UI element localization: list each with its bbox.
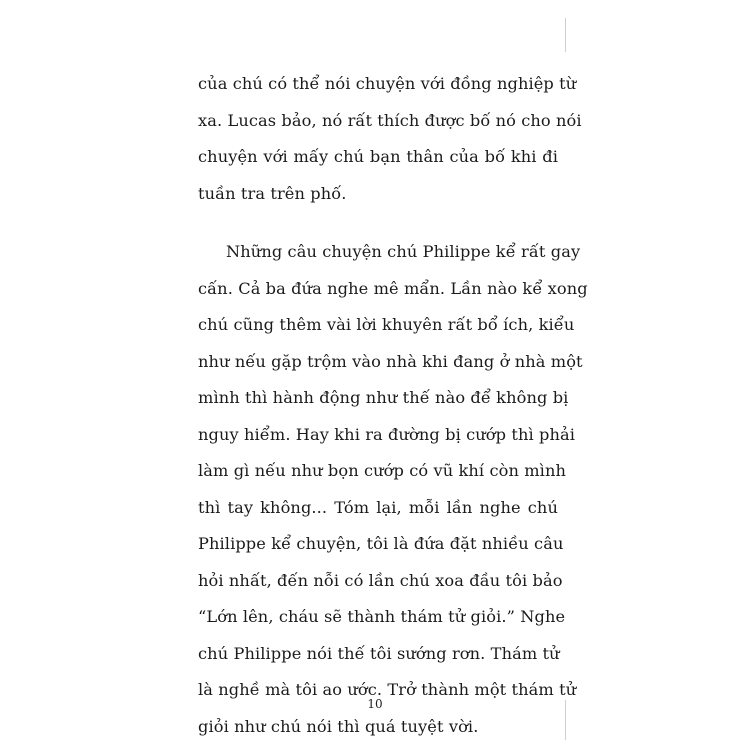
paragraph-2 xyxy=(198,234,588,745)
text-line: làm gì nếu như bọn cướp có vũ khí còn mình xyxy=(198,461,566,480)
page-edge-line-top xyxy=(565,18,566,52)
body-text xyxy=(198,66,588,745)
text-line: mình thì hành động như thế nào để không bị xyxy=(198,388,569,407)
paragraph-1 xyxy=(198,66,582,212)
page-number: 10 xyxy=(367,697,383,711)
text-line: tuần tra trên phố. xyxy=(198,183,347,203)
text-line: xa. Lucas bảo, nó rất thích được bố nó cho nói xyxy=(198,110,582,130)
text-line: là nghề mà tôi ao ước. Trở thành một thám tử xyxy=(198,680,577,699)
text-line: chú cũng thêm vài lời khuyên rất bổ ích, kiểu xyxy=(198,315,575,334)
paragraph-spacer xyxy=(198,212,558,234)
text-line: chú Philippe nói thế tôi sướng rơn. Thám tử xyxy=(198,643,560,663)
text-line: cấn. Cả ba đứa nghe mê mẩn. Lần nào kể xong xyxy=(198,278,588,298)
text-line: “Lớn lên, cháu sẽ thành thám tử giỏi.” Nghe xyxy=(198,607,566,626)
text-line: Philippe kể chuyện, tôi là đứa đặt nhiều câu xyxy=(198,534,564,553)
text-line: như nếu gặp trộm vào nhà khi đang ở nhà một xyxy=(198,351,583,371)
text-line: nguy hiểm. Hay khi ra đường bị cướp thì phải xyxy=(198,424,576,444)
text-line: hỏi nhất, đến nỗi có lần chú xoa đầu tôi bảo xyxy=(198,570,563,590)
text-line: Những câu chuyện chú Philippe kể rất gay xyxy=(226,242,581,261)
text-line: thì tay không... Tóm lại, mỗi lần nghe chú xyxy=(198,497,558,517)
text-line: của chú có thể nói chuyện với đồng nghiệp từ xyxy=(198,74,577,93)
text-line: chuyện với mấy chú bạn thân của bố khi đi xyxy=(198,147,558,166)
text-line: giỏi như chú nói thì quá tuyệt vời. xyxy=(198,716,479,736)
